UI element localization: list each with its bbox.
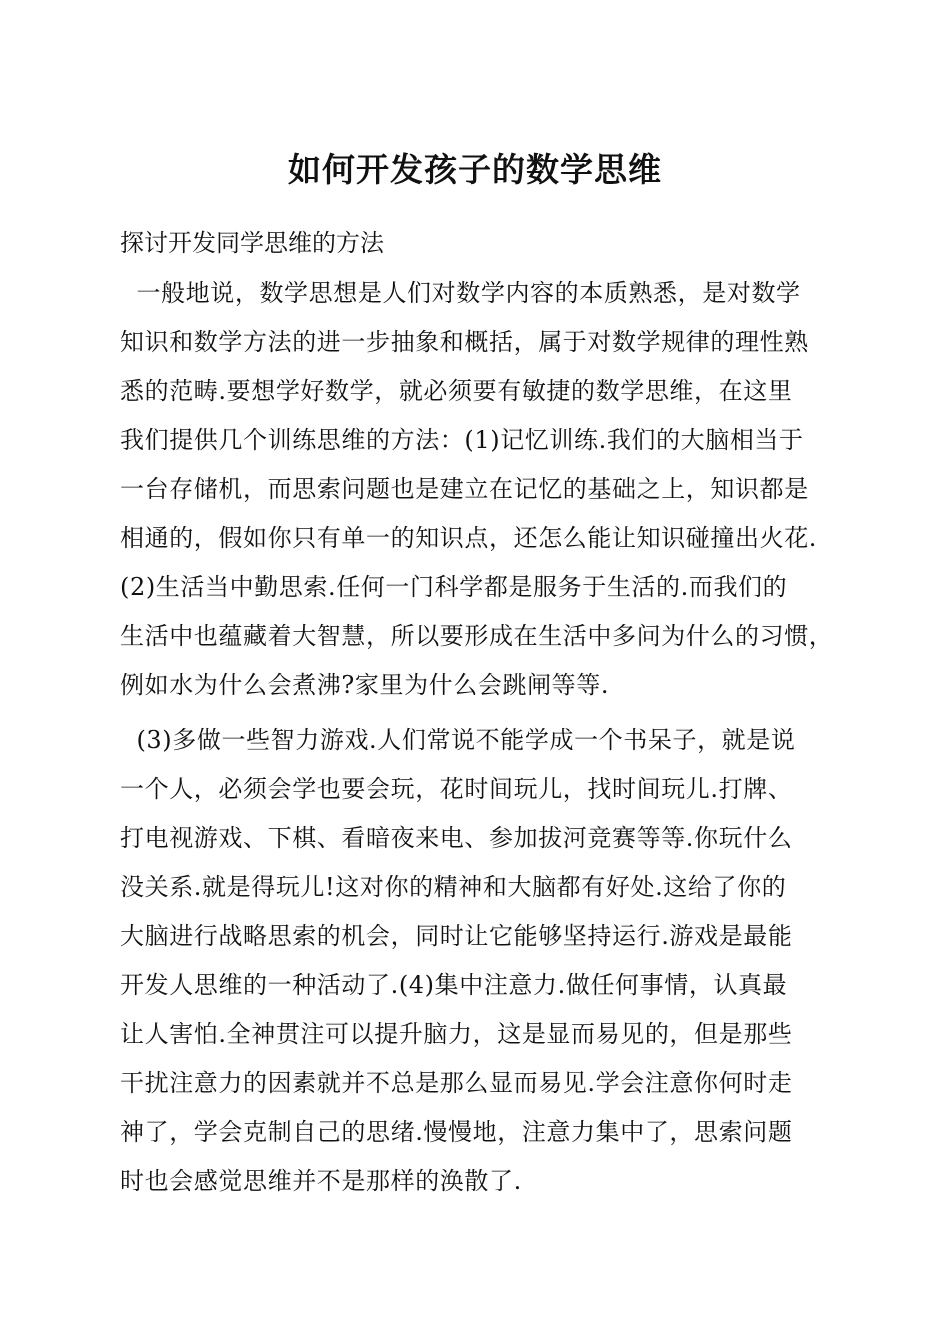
paragraph-line: 悉的范畴.要想学好数学，就必须要有敏捷的数学思维，在这里 [120,377,793,405]
paragraph-line: 我们提供几个训练思维的方法：(1)记忆训练.我们的大脑相当于 [120,426,804,454]
paragraph-line: 时也会感觉思维并不是那样的涣散了. [120,1167,522,1195]
paragraph-line: 知识和数学方法的进一步抽象和概括，属于对数学规律的理性熟 [120,328,809,356]
paragraph-line: 大脑进行战略思索的机会，同时让它能够坚持运行.游戏是最能 [120,922,793,950]
paragraph-line: 没关系.就是得玩儿!这对你的精神和大脑都有好处.这给了你的 [120,873,787,901]
paragraph-line: 开发人思维的一种活动了.(4)集中注意力.做任何事情，认真最 [120,971,788,999]
paragraph-line: 一般地说，数学思想是人们对数学内容的本质熟悉，是对数学 [120,279,801,307]
document-title: 如何开发孩子的数学思维 [288,150,662,189]
paragraph-line: 一台存储机，而思索问题也是建立在记忆的基础之上，知识都是 [120,475,809,503]
paragraph-line: 打电视游戏、下棋、看暗夜来电、参加拔河竞赛等等.你玩什么 [120,824,793,852]
paragraph-line: 例如水为什么会煮沸?家里为什么会跳闸等等. [120,671,610,699]
paragraph-line: (2)生活当中勤思索.任何一门科学都是服务于生活的.而我们的 [120,573,788,601]
paragraph-line: 神了，学会克制自己的思绪.慢慢地，注意力集中了，思索问题 [120,1118,793,1146]
paragraph-line: 相通的，假如你只有单一的知识点，还怎么能让知识碰撞出火花. [120,524,818,552]
paragraph-line: 干扰注意力的因素就并不总是那么显而易见.学会注意你何时走 [120,1069,793,1097]
paragraph-line: (3)多做一些智力游戏.人们常说不能学成一个书呆子，就是说 [120,726,796,754]
document-subtitle: 探讨开发同学思维的方法 [120,229,384,257]
paragraph-line: 一个人，必须会学也要会玩，花时间玩儿，找时间玩儿.打牌、 [120,775,793,803]
paragraph-line: 生活中也蕴藏着大智慧，所以要形成在生活中多问为什么的习惯， [120,622,834,650]
paragraph-line: 让人害怕.全神贯注可以提升脑力，这是显而易见的，但是那些 [120,1020,793,1048]
